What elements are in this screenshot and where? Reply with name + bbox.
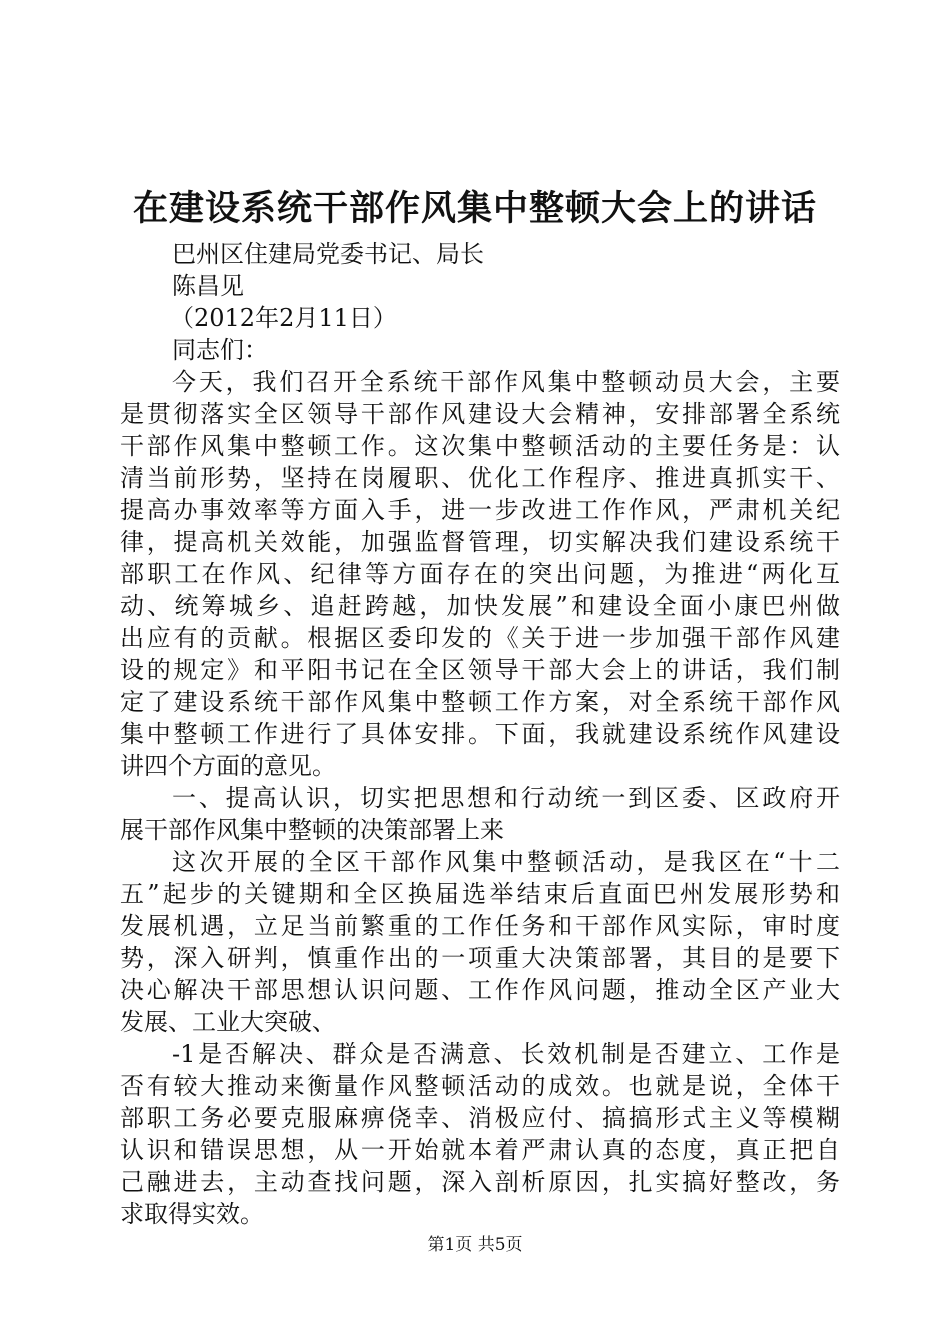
paragraph-3	[120, 1038, 840, 1230]
paragraph-line: 五”起步的关键期和全区换届选举结束后直面巴州发展形势和	[120, 880, 840, 908]
paragraph-1	[120, 366, 840, 782]
paragraph-line: 己融进去，主动查找问题，深入剖析原因，扎实搞好整改，务	[120, 1168, 840, 1196]
paragraph-line: 讲四个方面的意见。	[120, 752, 336, 780]
paragraph-line: 提高办事效率等方面入手，进一步改进工作作风，严肃机关纪	[120, 496, 840, 524]
paragraph-line: 是贯彻落实全区领导干部作风建设大会精神，安排部署全系统	[120, 400, 840, 428]
heading-line: 展干部作风集中整顿的决策部署上来	[120, 816, 504, 844]
paragraph-line: 发展机遇，立足当前繁重的工作任务和干部作风实际，审时度	[120, 912, 840, 940]
paragraph-line: 清当前形势，坚持在岗履职、优化工作程序、推进真抓实干、	[120, 464, 840, 492]
author-name: 陈昌见	[172, 272, 244, 300]
document-body	[120, 238, 840, 1230]
paragraph-line: 今天，我们召开全系统干部作风集中整顿动员大会，主要	[172, 368, 840, 396]
paragraph-line: 出应有的贡献。根据区委印发的《关于进一步加强干部作风建	[120, 624, 840, 652]
document-title: 在建设系统干部作风集中整顿大会上的讲话	[132, 188, 817, 229]
paragraph-line: 这次开展的全区干部作风集中整顿活动，是我区在“十二	[172, 848, 840, 876]
paragraph-line: 定了建设系统干部作风集中整顿工作方案，对全系统干部作风	[120, 688, 840, 716]
author-title: 巴州区住建局党委书记、局长	[172, 240, 484, 268]
heading-line: 一、提高认识，切实把思想和行动统一到区委、区政府开	[172, 784, 840, 812]
paragraph-line: 势，深入研判，慎重作出的一项重大决策部署，其目的是要下	[120, 944, 840, 972]
paragraph-line: 部职工在作风、纪律等方面存在的突出问题，为推进“两化互	[120, 560, 840, 588]
paragraph-2	[120, 846, 840, 1038]
paragraph-line: 决心解决干部思想认识问题、工作作风问题，推动全区产业大	[120, 976, 840, 1004]
paragraph-line: 部职工务必要克服麻痹侥幸、消极应付、搞搞形式主义等模糊	[120, 1104, 840, 1132]
paragraph-line: 认识和错误思想，从一开始就本着严肃认真的态度，真正把自	[120, 1136, 840, 1164]
salutation: 同志们：	[172, 336, 268, 364]
paragraph-line: -1是否解决、群众是否满意、长效机制是否建立、工作是	[172, 1040, 840, 1068]
paragraph-line: 集中整顿工作进行了具体安排。下面，我就建设系统作风建设	[120, 720, 840, 748]
paragraph-line: 干部作风集中整顿工作。这次集中整顿活动的主要任务是：认	[120, 432, 840, 460]
paragraph-line: 否有较大推动来衡量作风整顿活动的成效。也就是说，全体干	[120, 1072, 840, 1100]
paragraph-line: 设的规定》和平阳书记在全区领导干部大会上的讲话，我们制	[120, 656, 840, 684]
paragraph-line: 发展、工业大突破、	[120, 1008, 336, 1036]
paragraph-line: 求取得实效。	[120, 1200, 264, 1228]
paragraph-line: 动、统筹城乡、追赶跨越，加快发展”和建设全面小康巴州做	[120, 592, 840, 620]
page-indicator: 第1页 共5页	[427, 1235, 523, 1255]
paragraph-line: 律，提高机关效能，加强监督管理，切实解决我们建设系统干	[120, 528, 840, 556]
section-heading-1	[120, 782, 840, 846]
speech-date: （2012年2月11日）	[170, 304, 397, 332]
